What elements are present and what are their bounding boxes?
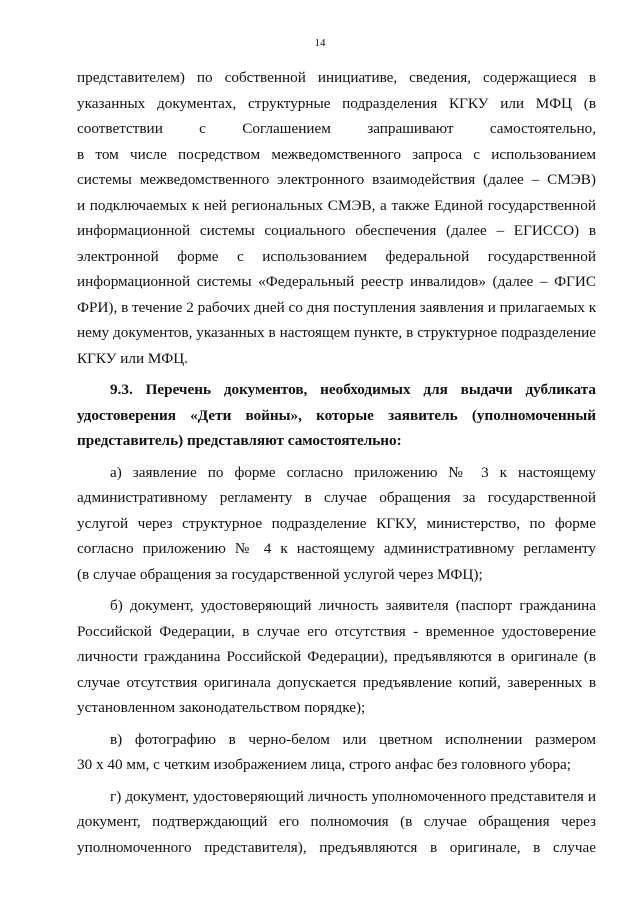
heading-line: представитель) представляют самостоятельно:: [77, 432, 402, 449]
text-line: в) фотографию в черно-белом или цветном исполнении размером: [110, 730, 596, 748]
list-item-a: [77, 460, 596, 588]
text-line: а) заявление по форме согласно приложению № 3 к настоящему: [110, 463, 596, 481]
text-line: информационной системы «Федеральный реестр инвалидов» (далее – ФГИС: [77, 273, 596, 290]
text-line: личности гражданина Российской Федерации), предъявляются в оригинале (в: [77, 648, 596, 665]
list-item-b: [77, 593, 596, 721]
text-line: (в случае обращения за государственной услугой через МФЦ);: [77, 565, 483, 583]
heading-line: 9.3. Перечень документов, необходимых для выдачи дубликата: [110, 381, 596, 398]
list-item-v: [77, 727, 596, 778]
paragraph: [77, 65, 596, 371]
text-line: согласно приложению № 4 к настоящему административному регламенту: [77, 540, 596, 557]
text-line: ФРИ), в течение 2 рабочих дней со дня поступления заявления и прилагаемых к: [77, 298, 596, 316]
text-line: электронной форме с использованием федеральной государственной: [77, 247, 596, 265]
text-line: системы межведомственного электронного взаимодействия (далее – СМЭВ): [77, 171, 596, 188]
page-number: 14: [314, 37, 326, 49]
text-line: Российской Федерации, в случае его отсутствия - временное удостоверение: [77, 622, 596, 640]
text-line: уполномоченного представителя), предъявляются в оригинале, в случае: [77, 838, 596, 856]
heading-line: удостоверения «Дети войны», которые заявитель (уполномоченный: [77, 406, 596, 424]
text-line: 30 x 40 мм, с четким изображением лица, строго анфас без головного убора;: [77, 756, 571, 773]
text-line: услугой через структурное подразделение КГКУ, министерство, по форме: [77, 514, 596, 532]
text-line: установленном законодательством порядке);: [77, 699, 366, 716]
list-item-g: [77, 784, 596, 861]
text-line: и подключаемых к ней региональных СМЭВ, а также Единой государственной: [77, 196, 596, 214]
text-line: г) документ, удостоверяющий личность уполномоченного представителя и: [110, 787, 596, 805]
text-line: б) документ, удостоверяющий личность заявителя (паспорт гражданина: [110, 597, 596, 614]
text-line: случае отсутствия оригинала допускается предъявление копий, заверенных в: [77, 673, 596, 691]
text-line: соответствии с Соглашением запрашивают самостоятельно,: [77, 120, 596, 137]
text-line: в том числе посредством межведомственного запроса с использованием: [77, 145, 596, 163]
text-line: документ, подтверждающий его полномочия (в случае обращения через: [77, 813, 596, 830]
text-line: административному регламенту в случае обращения за государственной: [77, 489, 596, 506]
text-line: указанных документах, структурные подразделения КГКУ или МФЦ (в: [77, 94, 596, 112]
document-body: [77, 65, 596, 860]
section-heading-9-3: [77, 377, 596, 454]
text-line: информационной системы социального обеспечения (далее – ЕГИССО) в: [77, 222, 596, 239]
text-line: нему документов, указанных в настоящем пункте, в структурное подразделение: [77, 324, 596, 341]
text-line: КГКУ или МФЦ.: [77, 349, 188, 367]
text-line: представителем) по собственной инициативе, сведения, содержащиеся в: [77, 69, 596, 86]
